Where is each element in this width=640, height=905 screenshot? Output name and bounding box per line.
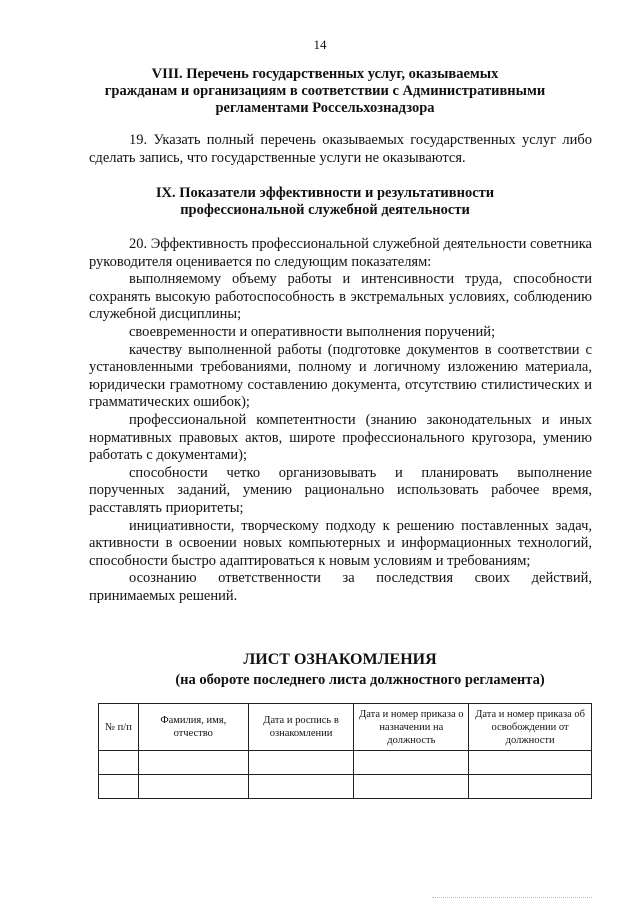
item-20-block — [89, 236, 592, 605]
indicator-paragraph: профессиональной компетентности (знанию законодательных и иных нормативных правовых актов, широте профессионального кругозора, умению работать с документами); — [89, 411, 592, 464]
section-viii-title-line: гражданам и организациям в соответствии с Административными — [104, 83, 546, 99]
table-header-row — [99, 704, 592, 751]
indicator-paragraph: осознанию ответственности за последствия своих действий, принимаемых решений. — [89, 570, 592, 604]
column-header-full-name: Фамилия, имя, отчество — [138, 704, 248, 751]
table-cell — [469, 775, 592, 799]
indicator-paragraph: качеству выполненной работы (подготовке документов в соответствии с установленными требованиями, полному и логичному изложению материала, юридически грамотному составлению документа, отсутствию стилистических и грамматических ошибок); — [89, 341, 592, 411]
page-number: 14 — [313, 37, 327, 52]
column-header-ack-date: Дата и роспись в ознакомлении — [248, 704, 354, 751]
column-header-number: № п/п — [99, 704, 139, 751]
section-viii-title-line: регламентами Россельхознадзора — [215, 100, 435, 116]
table-cell — [248, 775, 354, 799]
indicator-paragraph: инициативности, творческому подходу к решению поставленных задач, активности в освоении новых компьютерных и информационных технологий, способности быстро адаптироваться к новым условиям и требованиям; — [89, 517, 592, 569]
table-cell — [99, 751, 139, 775]
item-20-intro: 20. Эффективность профессиональной служебной деятельности советника руководителя оценивается по следующим показателям: — [89, 236, 592, 270]
acknowledgment-table — [98, 703, 592, 799]
ack-sheet-subtitle: (на обороте последнего листа должностного регламента) — [175, 672, 545, 688]
table-row — [99, 751, 592, 775]
item-19-paragraph: 19. Указать полный перечень оказываемых государственных услуг либо сделать запись, что государственные услуги не оказываются. — [89, 132, 592, 166]
section-ix-title-line: IX. Показатели эффективности и результативности — [155, 185, 495, 201]
table-cell — [469, 751, 592, 775]
table-cell — [138, 751, 248, 775]
indicator-paragraph: выполняемому объему работы и интенсивности труда, способности сохранять высокую работоспособность в экстремальных условиях, соблюдению служебной дисциплины; — [89, 271, 592, 323]
item-19-block — [89, 132, 592, 167]
table-cell — [354, 775, 469, 799]
section-viii-heading — [60, 66, 590, 117]
table-cell — [99, 775, 139, 799]
indicator-paragraph: своевременности и оперативности выполнения поручений; — [129, 323, 496, 340]
indicator-paragraph: способности четко организовывать и планировать выполнение порученных заданий, умению рационально использовать рабочее время, расставлять приоритеты; — [89, 464, 592, 516]
column-header-appointment-order: Дата и номер приказа о назначении на должность — [354, 704, 469, 751]
section-ix-title-line: профессиональной служебной деятельности — [180, 202, 470, 218]
table-cell — [248, 751, 354, 775]
section-ix-heading — [60, 185, 590, 219]
table-cell — [354, 751, 469, 775]
section-viii-title-line: VIII. Перечень государственных услуг, оказываемых — [151, 66, 499, 82]
scan-edge-mark — [432, 897, 592, 899]
table-row — [99, 775, 592, 799]
table-cell — [138, 775, 248, 799]
column-header-dismissal-order: Дата и номер приказа об освобождении от должности — [469, 704, 592, 751]
ack-sheet-title: ЛИСТ ОЗНАКОМЛЕНИЯ — [243, 651, 437, 668]
